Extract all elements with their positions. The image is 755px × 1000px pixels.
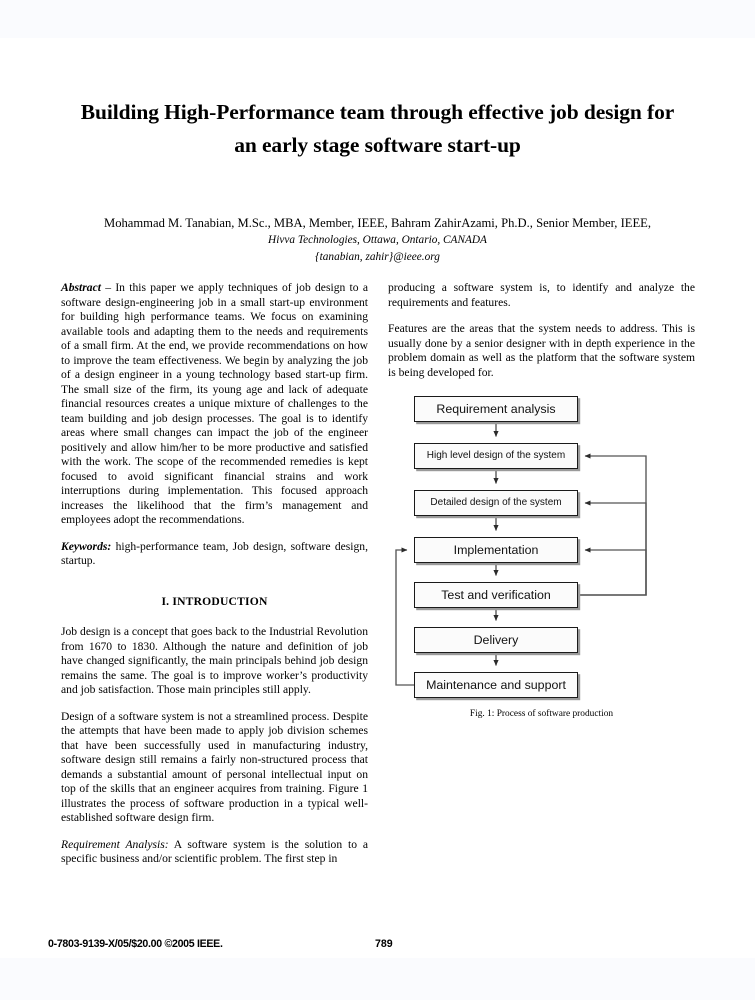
intro-paragraph-2: Design of a software system is not a streamlined process. Despite the attempts that have been made to apply job division schemes that have been successfully used in manufacturing industry, software design still remains a fairly non-structured process that demands a substantial amount of personal intellectual input on top of the skills that an engineer acquires from training. Figure 1 illustrates the process of software production in a typical well-established software design firm. [61,709,368,824]
footer-copyright: 0-7803-9139-X/05/$20.00 ©2005 IEEE. [48,938,223,950]
flow-box-maintenance-and-support [414,672,578,698]
requirement-analysis-lead: Requirement Analysis: [61,837,169,851]
flow-box-delivery [414,627,578,653]
footer-page-number: 789 [375,938,393,950]
flow-box-label: Detailed design of the system [430,497,562,508]
requirement-analysis-body: A software system is the solution to a specific business and/or scientific problem. The first step in [61,837,368,865]
figure-caption: Fig. 1: Process of software production [469,709,614,719]
right-paragraph-2: Features are the areas that the system needs to address. This is usually done by a senior designer with in depth experience in the problem domain as well as the platform that the software system is being developed for. [388,322,695,379]
page-bottom-band [0,958,755,1000]
flow-box-implementation [414,537,578,563]
flow-box-label: Delivery [473,632,519,647]
flowchart-canvas [388,392,695,697]
flow-box-label: Maintenance and support [426,677,566,692]
keywords-body: high-performance team, Job design, software design, startup. [61,539,368,567]
flow-box-detailed-design [414,490,578,516]
right-paragraph-1: producing a software system is, to identify and analyze the requirements and features. [388,281,695,309]
keywords-label: Keywords: [61,539,112,553]
abstract-dash: – [100,281,116,294]
right-column [388,281,695,392]
section-heading-introduction: I. INTRODUCTION [161,594,268,608]
flow-box-label: Implementation [453,542,539,557]
flow-box-label: Requirement analysis [436,401,556,416]
flow-box-label: Test and verification [441,587,551,602]
flow-box-requirement-analysis [414,396,578,422]
flow-edge [578,456,646,595]
keywords-paragraph [61,540,368,569]
author-line [60,215,695,232]
abstract-body: In this paper we apply techniques of job design to a software design-engineering job in a small start-up environment for building high performance teams. We focus on examining available tools and adapting them to the needs and requirements of a small firm. At the end, we provide recommendations on how to improve the team effectiveness. We begin by analyzing the job of a design engineer in a young technology based start-up firm. The small size of the firm, its young age and lack of adequate financial resources creates a unique mixture of challenges to the team building and job design processes. The goal is to identify areas where small changes can impact the job of the engineer positively and allow him/her to be more productive and satisfied with the work. The scope of the recommended remedies is kept focused to avoid significant financial strains and work interruptions during implementation. This focused approach increases the likelihood that the firm’s management and employees adopt the recommendations. [61,281,369,526]
abstract-paragraph [61,281,368,528]
abstract-label: Abstract [61,281,101,294]
flow-edge [578,550,646,595]
page-title: Building High-Performance team through effective job design for an early stage software start-up [80,100,675,157]
flow-box-label: High level design of the system [426,450,566,461]
figure-1 [388,392,695,737]
flow-box-high-level-design [414,443,578,469]
requirement-analysis-paragraph [61,838,368,867]
affiliation-line: Hivva Technologies, Ottawa, Ontario, CANADA [268,234,487,246]
author-names: Mohammad M. Tanabian, M.Sc., MBA, Member, IEEE, Bahram ZahirAzami, Ph.D., Senior Member, IEEE, [104,216,651,230]
page-top-band [0,0,755,38]
left-column [61,281,368,867]
intro-paragraph-1: Job design is a concept that goes back to the Industrial Revolution from 1670 to 1830. Although the nature and definition of job have changed significantly, the main principals behind job design remains the same. The goal is to improve worker’s productivity and job satisfaction. Those main principles still apply. [61,625,368,696]
email-line: {tanabian, zahir}@ieee.org [315,251,440,263]
flow-box-test-and-verification [414,582,578,608]
flow-edge [396,550,414,685]
flow-edge [578,503,646,595]
